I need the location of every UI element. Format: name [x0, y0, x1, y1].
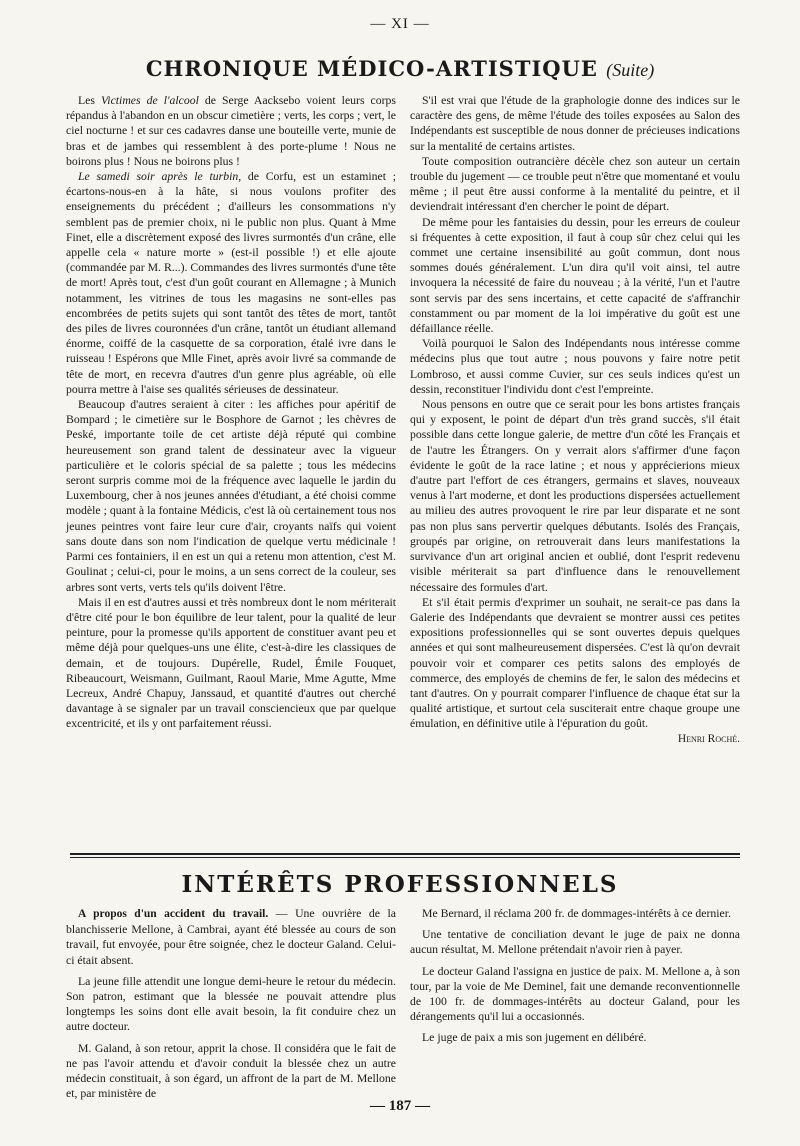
chronique-column-left	[66, 93, 396, 732]
paragraph-text: — Une ouvrière de la blanchisserie Mellone, à Cambrai, ayant été blessée au cours de son travail, fut envoyée, pour être soignée, chez le docteur Galand. Celui-ci était absent.	[66, 907, 396, 967]
author-signature: Henri Roché.	[677, 732, 740, 745]
paragraph: Le docteur Galand l'assigna en justice de paix. M. Mellone a, à son tour, par la voie de Me Deminel, fait une demande reconventionnelle de 100 fr. de dommages-intérêts au docteur Galand, pour les dérangements qu'il lui a occasionnés.	[410, 964, 740, 1024]
interets-column-left	[66, 906, 396, 1107]
section-title-interets: INTÉRÊTS PROFESSIONNELS	[181, 871, 619, 898]
paragraph: Le juge de paix a mis son jugement en délibéré.	[422, 1031, 647, 1045]
paragraph	[66, 169, 396, 397]
section-divider	[70, 853, 740, 858]
artwork-title: Victimes de l'alcool	[101, 94, 199, 107]
paragraph	[66, 906, 396, 968]
article-lead: A propos d'un accident du travail.	[78, 908, 269, 920]
paragraph: M. Galand, à son retour, apprit la chose. Il considéra que le fait de ne pas l'avoir attendu et d'avoir conduit la blessée chez un autre médecin constituait, à son égard, un affront de la part de M. Mellone et, par ministère de	[66, 1041, 396, 1101]
paragraph-lead: Les	[78, 94, 101, 107]
paragraph: La jeune fille attendit une longue demi-heure le retour du médecin. Son patron, estimant que la blessée ne pouvait attendre plus longtemps les soins dont elle avait besoin, la fit conduire chez un autre docteur.	[66, 974, 396, 1034]
artwork-title: Le samedi soir après le turbin,	[78, 170, 242, 184]
section-title-suffix: (Suite)	[606, 60, 655, 80]
paragraph: Beaucoup d'autres seraient à citer : les affiches pour apéritif de Bompard ; le cimetière sur le Bosphore de Garnot ; les chèvres de Peské, importante toile de cet artiste déjà réputé qui combine heureusement son grand talent de dessinateur avec la vigueur particulière et le coloris spécial de sa palette ; tous les médecins seront surpris comme moi de la fréquence avec laquelle le jardin du Luxembourg, cher à nos jeunes années d'étudiant, a été choisi comme modèle ; quant à la fontaine Médicis, c'est là où certainement tous nos jeunes peintres vont faire leur cure d'air, croyants naïfs qui voient sans doute dans son nom l'indication de quelque vertu médicinale ! Parmi ces fontainiers, il en est un qui a retenu mon attention, c'est M. Goulinat ; celui-ci, pour le moins, a un sens correct de la couleur, ses arbres sont verts, verts tels qu'ils doivent l'être.	[66, 398, 396, 594]
paragraph: Me Bernard, il réclama 200 fr. de dommages-intérêts à ce dernier.	[422, 907, 731, 920]
paragraph: Voilà pourquoi le Salon des Indépendants nous intéresse comme médecins plus que tout autre ; nous pouvons y faire notre petit Lombroso, et aussi comme Cuvier, sur ces seuls indices qu'est un dessin, reconstituer l'individu dont c'est l'empreinte.	[410, 337, 740, 396]
paragraph: Mais il en est d'autres aussi et très nombreux dont le nom mériterait d'être cité pour le bon équilibre de leur talent, pour la qualité de leur peinture, pour la promesse qu'ils apportent de constituer avant peu et même déjà pour quelques-uns une élite, c'est-à-dire les classiques de demain, et de toujours. Dupérelle, Rudel, Émile Fouquet, Ribeaucourt, Weismann, Guilmant, Raoul Marie, Mme Agutte, Mme Lecreux, André Chapuy, Janssaud, et quantité d'autres out cherché davantage à se signaler par un travail consciencieux que par quelque excentricité, et ils y ont parfaitement réussi.	[66, 595, 396, 731]
page-number: — 187 —	[370, 1098, 430, 1114]
paragraph-text: de Corfu, est un estaminet ; écartons-nous-en à la hâte, si nous voulons profiter des enseignements du précédent ; d'ailleurs les consommations n'y semblent pas de premier choix, ni le public non plus. Quant à Mme Finet, elle a discrètement exposé des livres surmontés d'un crâne, elle appelle cela « nature morte » (est-il possible !) et elle ajoute (commandée par M. R...). Commandes des livres surmontés d'une tête de mort! Après tout, c'est d'un goût courant en Allemagne ; à Munich notamment, les vitrines de tous les magasins ne sont-elles pas encombrées de petits sujets qui sont tantôt des têtes de mort, tantôt des piles de livres couronnées d'un crâne, tantôt un étudiant allemand énorme, coiffé de la casquette de sa corporation, étalé ivre dans le ruisseau ! Espérons que Mlle Finet, après avoir livré sa commande de tête de mort, en recevra d'autres d'un genre plus agréable, où elle pourra mettre à l'aise ses qualités sérieuses de dessinateur.	[66, 170, 397, 396]
roman-page-marker: — XI —	[370, 16, 430, 32]
paragraph	[66, 93, 396, 169]
paragraph-text: de Serge Aacksebo voient leurs corps répandus à l'abandon en un obscur cimetière ; verts, les corps ; vert, le ciel nocturne ! et sur ces cadavres danse une bouteille verte, munie de bras et de jambes qui ressemblent à des porte-plume ! Nous ne boirons plus ! Nous ne boirons plus !	[66, 94, 396, 168]
paragraph: Et s'il était permis d'exprimer un souhait, ne serait-ce pas dans la Galerie des Indépendants que devraient se montrer aussi ces petites expositions professionnelles qui se sont ouvertes depuis quelques années et qui sont malheureusement dispersées. C'est là qu'on devrait pouvoir voir et comparer ces petits salons des employés de commerce, des employés de chemins de fer, le salon des médecins et tant d'autres. On y pourrait comparer l'influence de chaque état sur la qualité artistique, et surtout cela susciterait entre chaque groupe une émulation, en définitive utile à l'épuration du goût.	[410, 595, 740, 731]
chronique-column-right	[410, 93, 740, 747]
section-title-text: CHRONIQUE MÉDICO-ARTISTIQUE	[145, 56, 598, 81]
paragraph: S'il est vrai que l'étude de la graphologie donne des indices sur le caractère des gens, de même l'étude des toiles exposées au Salon des Indépendants est susceptible de nous donner de précieuses indications sur la mentalité de certains artistes.	[410, 94, 740, 153]
paragraph: Toute composition outrancière décèle chez son auteur un certain trouble du jugement — ce trouble peut n'être que momentané et voulu même ; il peut être aussi conforme à la mentalité du peintre, et il deviendrait intéressant d'en chercher le point de départ.	[410, 154, 740, 214]
paragraph: De même pour les fantaisies du dessin, pour les erreurs de couleur si fréquentes à cette exposition, il faut à coup sûr chez celui qui les commet une certaine insensibilité au goût commun, dont nous sommes doués généralement. L'un dira qu'il voit ainsi, tel autre invoquera la nécessité de faire du nouveau ; à la vérité, l'un et l'autre sont servis par des sens incertains, et cette capacité de s'affranchir constamment ou par moment de la loi impérative du goût est une défaillance réelle.	[410, 215, 740, 336]
interets-column-right	[410, 906, 740, 1052]
section-title-chronique	[0, 56, 800, 81]
paragraph: Nous pensons en outre que ce serait pour les bons artistes français qui y exposent, le point de départ d'un très grand succès, s'il était possible dans cette longue galerie, de mettre d'un côté les Français et de l'autre les Étrangers. On y verrait alors s'affirmer d'une façon évidente le goût de la race latine ; et nous y apprécierions mieux d'autre part l'effort de ces étrangers, germains et slaves, nouveaux venus à l'art moderne, et dont les productions dispersées actuellement au milieu des autres provoquent le rire par leur disparate et ne sont pas non plus sans pervertir quelques débutants. Isolés des Français, groupés par origine, on retrouverait dans leurs manifestations la survivance d'un art original ancien et oublié, dont l'esprit redevenu visible mériterait sa part d'influence dans le renouvellement nécessaire des formules d'art.	[410, 398, 740, 594]
paragraph: Une tentative de conciliation devant le juge de paix ne donna aucun résultat, M. Mellone prétendait n'avoir rien à payer.	[410, 928, 740, 957]
